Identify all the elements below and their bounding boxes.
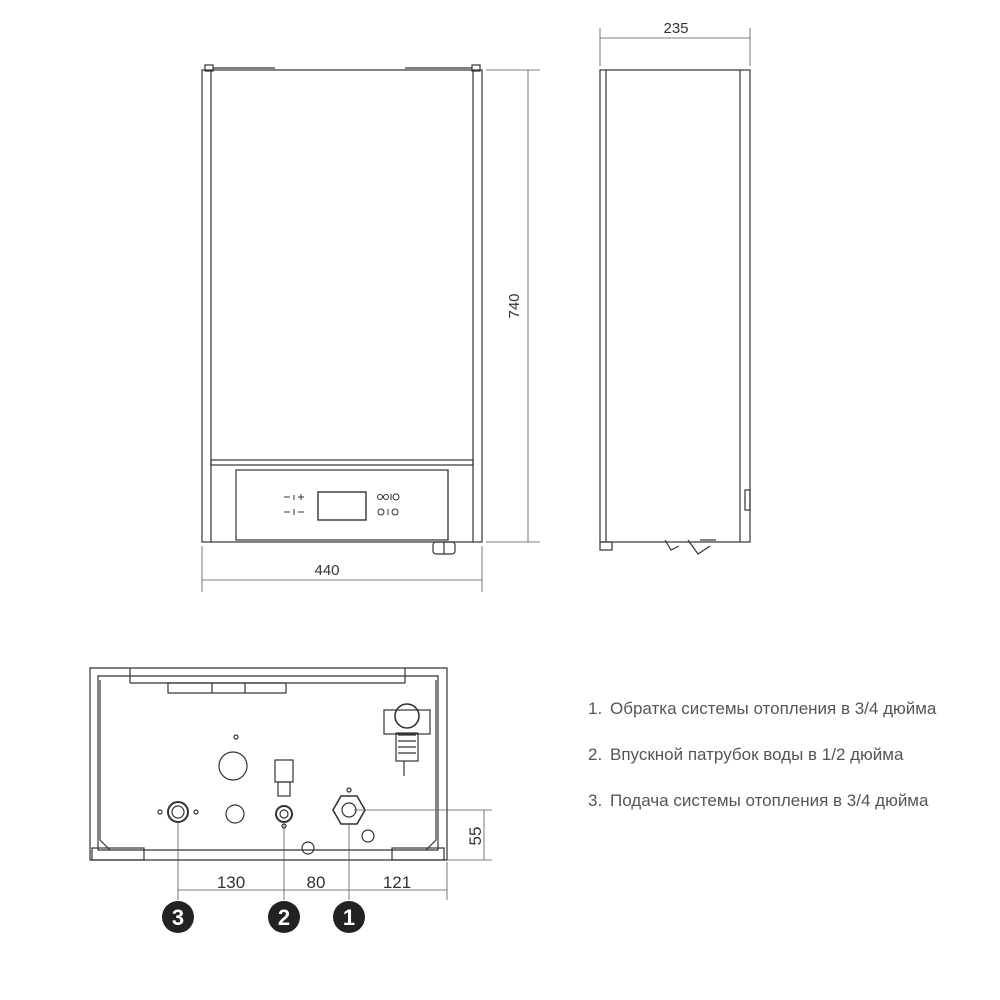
legend-num: 2.: [588, 745, 603, 764]
legend-item-1: [588, 692, 988, 726]
right-buttons: [378, 494, 400, 515]
dim-55: 55: [466, 826, 485, 846]
legend-text: Впускной патрубок воды в 1/2 дюйма: [610, 745, 904, 764]
side-view: [600, 70, 750, 554]
badge-1: [333, 901, 365, 933]
depth-label: 235: [663, 20, 689, 37]
dim-121: 121: [382, 873, 412, 892]
height-label: 740: [506, 293, 523, 319]
legend-num: 3.: [588, 791, 603, 810]
legend-item-3: [588, 784, 988, 818]
badge-1-label: 1: [342, 905, 356, 930]
dim-130: 130: [216, 873, 246, 892]
legend-text: Обратка системы отопления в 3/4 дюйма: [610, 699, 937, 718]
front-view: [202, 65, 482, 554]
bottom-view: [90, 668, 447, 860]
legend-text: Подача системы отопления в 3/4 дюйма: [610, 791, 929, 810]
badge-3: [162, 901, 194, 933]
badge-2-label: 2: [277, 905, 291, 930]
badge-2: [268, 901, 300, 933]
badge-3-label: 3: [171, 905, 185, 930]
dim-80: 80: [306, 873, 326, 892]
legend-item-2: [588, 738, 988, 772]
front-dimensions: [202, 70, 540, 592]
left-buttons: [284, 494, 304, 515]
legend: [588, 692, 988, 830]
front-width-label: 440: [314, 562, 340, 579]
legend-num: 1.: [588, 699, 603, 718]
